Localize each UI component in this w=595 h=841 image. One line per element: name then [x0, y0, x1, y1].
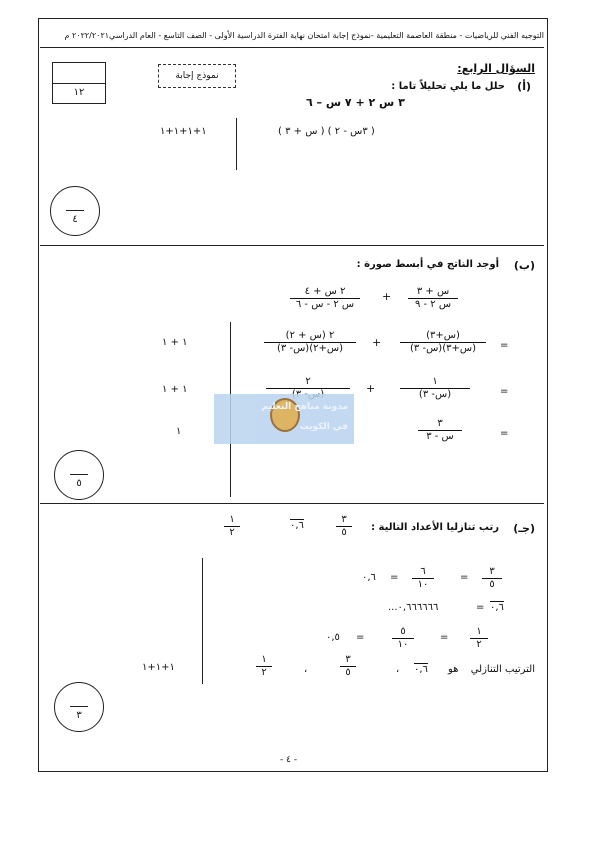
part-b-label: (ب) — [513, 259, 535, 272]
order-second: ٣ ٥ — [340, 654, 356, 679]
step1-marks: ١ + ١ — [162, 337, 188, 348]
part-a-answer: ( ٣س - ٢ ) ( س + ٣ ) — [278, 126, 375, 137]
row1-eq1: = — [460, 572, 469, 583]
watermark-line1: مدونة مناهج التعليم — [261, 402, 348, 412]
given-fraction-2: ٢ س + ٤ س ٢ - س - ٦ — [290, 286, 360, 311]
part-a-score: ٤ — [72, 214, 78, 225]
part-b-score-circle — [54, 450, 104, 500]
row3-frac: ١ ٢ — [470, 626, 488, 651]
watermark-line2: في الكويت — [299, 422, 348, 432]
step3-eq: = — [500, 428, 509, 439]
given-plus: + — [382, 290, 392, 303]
c-number-1-2: ١ ٢ — [224, 514, 240, 539]
part-c-marks: ١+١+١ — [142, 662, 175, 673]
part-b-divider-line — [40, 503, 544, 504]
order-sep2: ، — [304, 664, 308, 675]
total-score-box — [52, 62, 106, 104]
step2-plus: + — [366, 382, 376, 395]
step2-fraction-right: ٢ — [266, 376, 350, 401]
part-a-divider-line — [40, 245, 544, 246]
step1-fraction-left: (س+٣) (س- ٣)(س+٣) — [400, 330, 486, 355]
part-c-score: ٣ — [76, 710, 82, 721]
c-number-repeating: ٠,٦ — [290, 520, 304, 531]
order-sep1: ، — [396, 664, 400, 675]
row3-frac2: ٥ ١٠ — [392, 626, 414, 651]
row1-frac: ٣ ٥ — [482, 566, 502, 591]
part-c-instruction: رتب تنازليا الأعداد التالية : — [371, 522, 499, 533]
part-c-divider — [202, 558, 203, 684]
step2-marks: ١ + ١ — [162, 384, 188, 395]
watermark-stamp — [214, 394, 354, 444]
step2-fraction-left: ١ (س- ٣) — [400, 376, 470, 401]
total-score: ١٢ — [73, 87, 85, 98]
order-third: ١ ٢ — [256, 654, 272, 679]
c-number-3-5: ٣ ٥ — [336, 514, 352, 539]
part-b-score: ٥ — [76, 478, 82, 489]
order-label: الترتيب التنازلي — [470, 664, 535, 675]
order-word: هو — [448, 664, 459, 675]
row2-left: ٠,٦ — [490, 602, 504, 613]
part-a-score-circle — [50, 186, 100, 236]
row1-result: ٠,٦ — [362, 572, 376, 583]
row3-result: ٠,٥ — [326, 632, 340, 643]
part-b-instruction: أوجد الناتج في أبسط صورة : — [356, 259, 499, 270]
order-first: ٠,٦ — [414, 664, 428, 675]
step1-fraction-right: ٢ (س + ٢) (س- ٣)(س+٢) — [264, 330, 356, 355]
part-a-divider — [236, 118, 237, 170]
page-header: التوجيه الفني للرياضيات - منطقة العاصمة التعليمية -نموذج إجابة امتحان نهاية الفترة الدراسية الأولى - الصف التاسع - العام الدراسي٢٠٢٢/٢٠٢١ م — [64, 31, 544, 40]
part-c-label: (جـ) — [513, 522, 535, 535]
part-a-marks: ١+١+١+١ — [160, 126, 207, 137]
model-answer-tag: نموذج إجابة — [158, 64, 236, 88]
row1-eq2: = — [390, 572, 399, 583]
step2-eq: = — [500, 386, 509, 397]
given-fraction-1: س + ٣ س ٢ - ٩ — [408, 286, 458, 311]
row2-eq: = — [476, 602, 485, 613]
page-number: - ٤ - — [280, 755, 298, 765]
row3-eq2: = — [356, 632, 365, 643]
step3-fraction: ٣ س - ٣ — [418, 418, 462, 443]
step3-marks: ١ — [176, 426, 182, 437]
row3-eq1: = — [440, 632, 449, 643]
part-a-instruction: حلل ما يلي تحليلاً تاما : — [391, 81, 505, 92]
step1-eq: = — [500, 340, 509, 351]
part-a-label: (أ) — [517, 80, 531, 93]
question-title: السؤال الرابع: — [457, 62, 535, 75]
part-a-expression: ٣ س ٢ + ٧ س – ٦ — [306, 96, 405, 109]
part-c-score-circle — [54, 682, 104, 732]
row2-right: ٠,٦٦٦٦٦٦... — [388, 602, 439, 613]
row1-frac2: ٦ ١٠ — [412, 566, 434, 591]
header-divider — [40, 47, 544, 48]
step1-plus: + — [372, 336, 382, 349]
